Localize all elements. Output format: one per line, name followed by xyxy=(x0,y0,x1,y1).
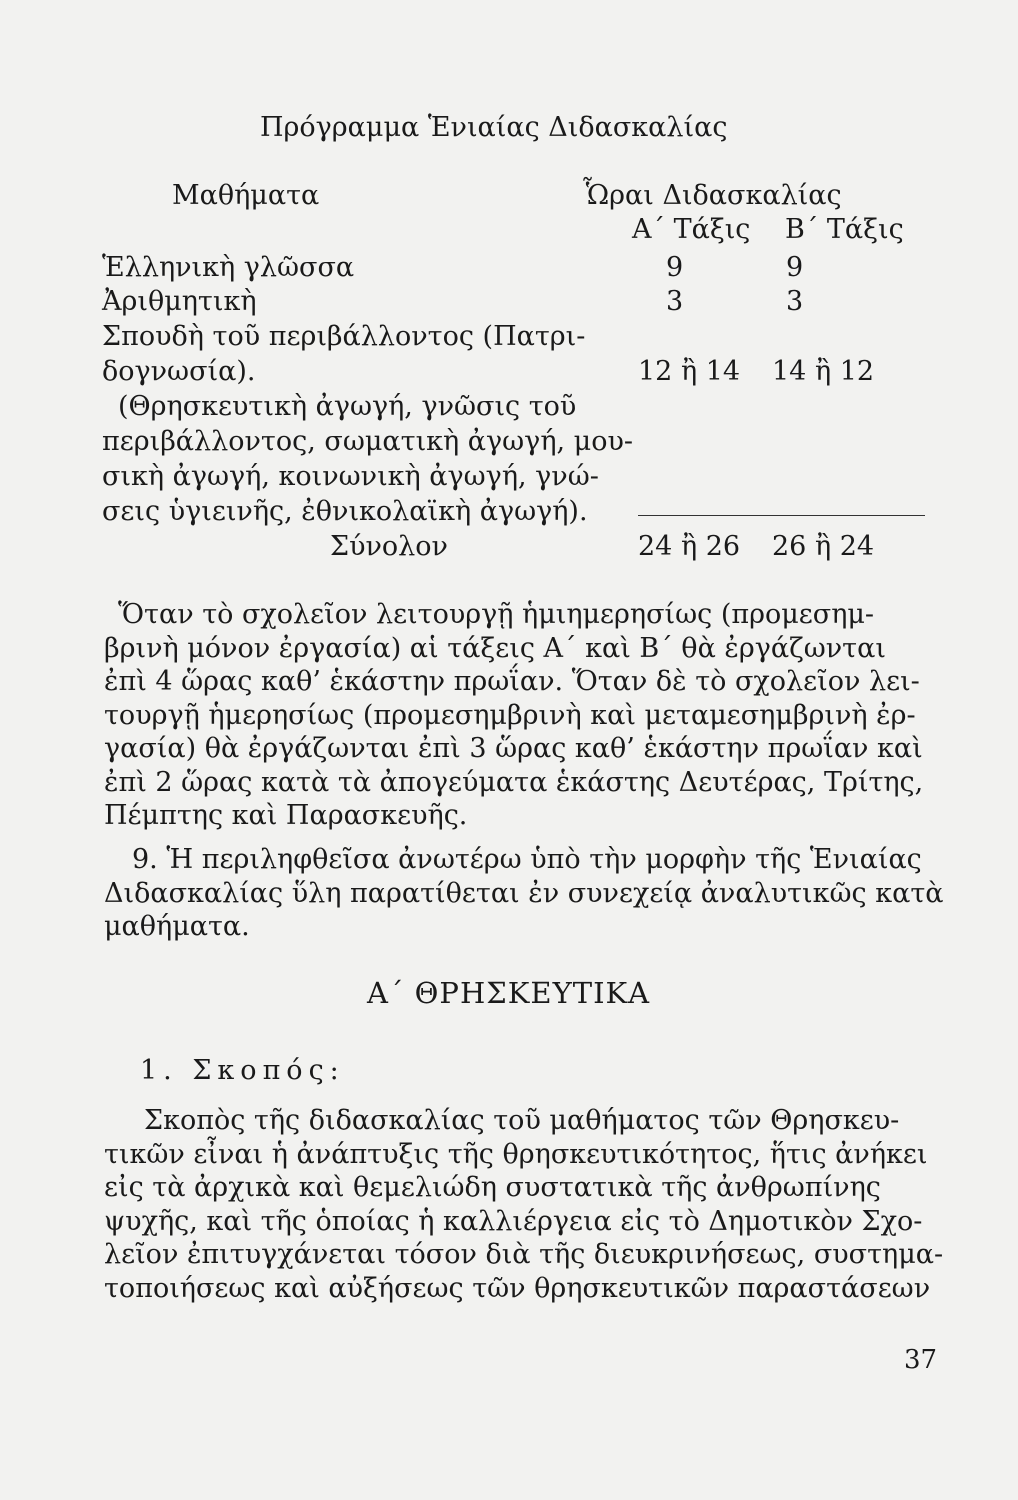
subheading-purpose: 1. Σκοπός: xyxy=(140,1055,345,1086)
subject-environment-line: περιβάλλοντος, σωματικὴ ἀγωγή, μου- xyxy=(102,426,633,457)
subject-greek-language: Ἑλληνικὴ γλῶσσα xyxy=(102,252,355,283)
paragraph-line: τικῶν εἶναι ἡ ἀνάπτυξις τῆς θρησκευτικότητος, ἥτις ἀνήκει xyxy=(104,1138,928,1170)
subject-environment-line: σεις ὑγιεινῆς, ἐθνικολαϊκὴ ἀγωγή). xyxy=(102,496,588,527)
subject-environment-line: δογνωσία). xyxy=(102,356,256,387)
paragraph-line: Σκοπὸς τῆς διδασκαλίας τοῦ μαθήματος τῶν Θρησκευ- xyxy=(144,1105,900,1136)
total-rule xyxy=(638,515,925,516)
section-title: Α΄ ΘΡΗΣΚΕΥΤΙΚΑ xyxy=(367,976,651,1010)
paragraph-line: 9. Ἡ περιληφθεῖσα ἀνωτέρω ὑπὸ τὴν μορφὴν τῆς Ἑνιαίας xyxy=(132,844,922,875)
environment-hours-class-b: 14 ἢ 12 xyxy=(772,356,875,387)
total-hours-class-a: 24 ἢ 26 xyxy=(638,531,741,562)
greek-hours-class-b: 9 xyxy=(786,252,804,283)
paragraph-line: ἐπὶ 2 ὥρας κατὰ τὰ ἀπογεύματα ἑκάστης Δευτέρας, Τρίτης, xyxy=(104,766,924,798)
paragraph-line: βρινὴ μόνον ἐργασία) αἱ τάξεις Α΄ καὶ Β΄ θὰ ἐργάζωνται xyxy=(104,632,886,664)
subjects-column-header: Μαθήματα xyxy=(172,180,320,211)
paragraph-line: ἐπὶ 4 ὥρας καθ’ ἑκάστην πρωΐαν. Ὅταν δὲ τὸ σχολεῖον λει- xyxy=(104,666,920,697)
total-hours-class-b: 26 ἢ 24 xyxy=(772,531,875,562)
arithmetic-hours-class-a: 3 xyxy=(666,286,684,317)
paragraph-line: ψυχῆς, καὶ τῆς ὁποίας ἡ καλλιέργεια εἰς τὸ Δημοτικὸν Σχο- xyxy=(104,1205,923,1237)
arithmetic-hours-class-b: 3 xyxy=(786,286,804,317)
paragraph-line: εἰς τὰ ἀρχικὰ καὶ θεμελιώδη συστατικὰ τῆς ἀνθρωπίνης xyxy=(104,1172,881,1203)
class-a-header: Α΄ Τάξις xyxy=(632,214,751,245)
schedule-paragraph xyxy=(104,598,938,833)
total-label: Σύνολον xyxy=(330,531,448,562)
environment-hours-class-a: 12 ἢ 14 xyxy=(638,356,741,387)
paragraph-line: τουργῇ ἡμερησίως (προμεσημβρινὴ καὶ μεταμεσημβρινὴ ἐρ- xyxy=(104,699,916,731)
greek-hours-class-a: 9 xyxy=(666,252,684,283)
subject-environment-line: (Θρησκευτικὴ ἀγωγή, γνῶσις τοῦ xyxy=(118,391,577,422)
class-b-header: Β΄ Τάξις xyxy=(785,214,904,245)
paragraph-line: τοποιήσεως καὶ αὐξήσεως τῶν θρησκευτικῶν παραστάσεων xyxy=(104,1272,931,1304)
paragraph-line: Διδασκαλίας ὕλη παρατίθεται ἐν συνεχείᾳ ἀναλυτικῶς κατὰ xyxy=(104,877,944,909)
paragraph-line: λεῖον ἐπιτυγχάνεται τόσον διὰ τῆς διευκρινήσεως, συστημα- xyxy=(104,1239,944,1270)
paragraph-line: Πέμπτης καὶ Παρασκευῆς. xyxy=(104,800,468,831)
paragraph-line: γασία) θὰ ἐργάζωνται ἐπὶ 3 ὥρας καθ’ ἑκάστην πρωΐαν καὶ xyxy=(104,733,923,764)
hours-column-header: Ὧραι Διδασκαλίας xyxy=(583,180,842,211)
subject-environment-line: σικὴ ἀγωγή, κοινωνικὴ ἀγωγή, γνώ- xyxy=(102,461,599,492)
curriculum-paragraph xyxy=(104,843,944,944)
subject-arithmetic: Ἀριθμητικὴ xyxy=(102,286,257,317)
purpose-paragraph xyxy=(104,1104,944,1305)
page-title: Πρόγραμμα Ἑνιαίας Διδασκαλίας xyxy=(260,112,728,143)
paragraph-line: μαθήματα. xyxy=(104,911,250,942)
paragraph-line: Ὅταν τὸ σχολεῖον λειτουργῇ ἡμιημερησίως (προμεσημ- xyxy=(118,599,875,630)
subject-environment-line: Σπουδὴ τοῦ περιβάλλοντος (Πατρι- xyxy=(102,321,586,352)
page-number: 37 xyxy=(904,1345,938,1375)
